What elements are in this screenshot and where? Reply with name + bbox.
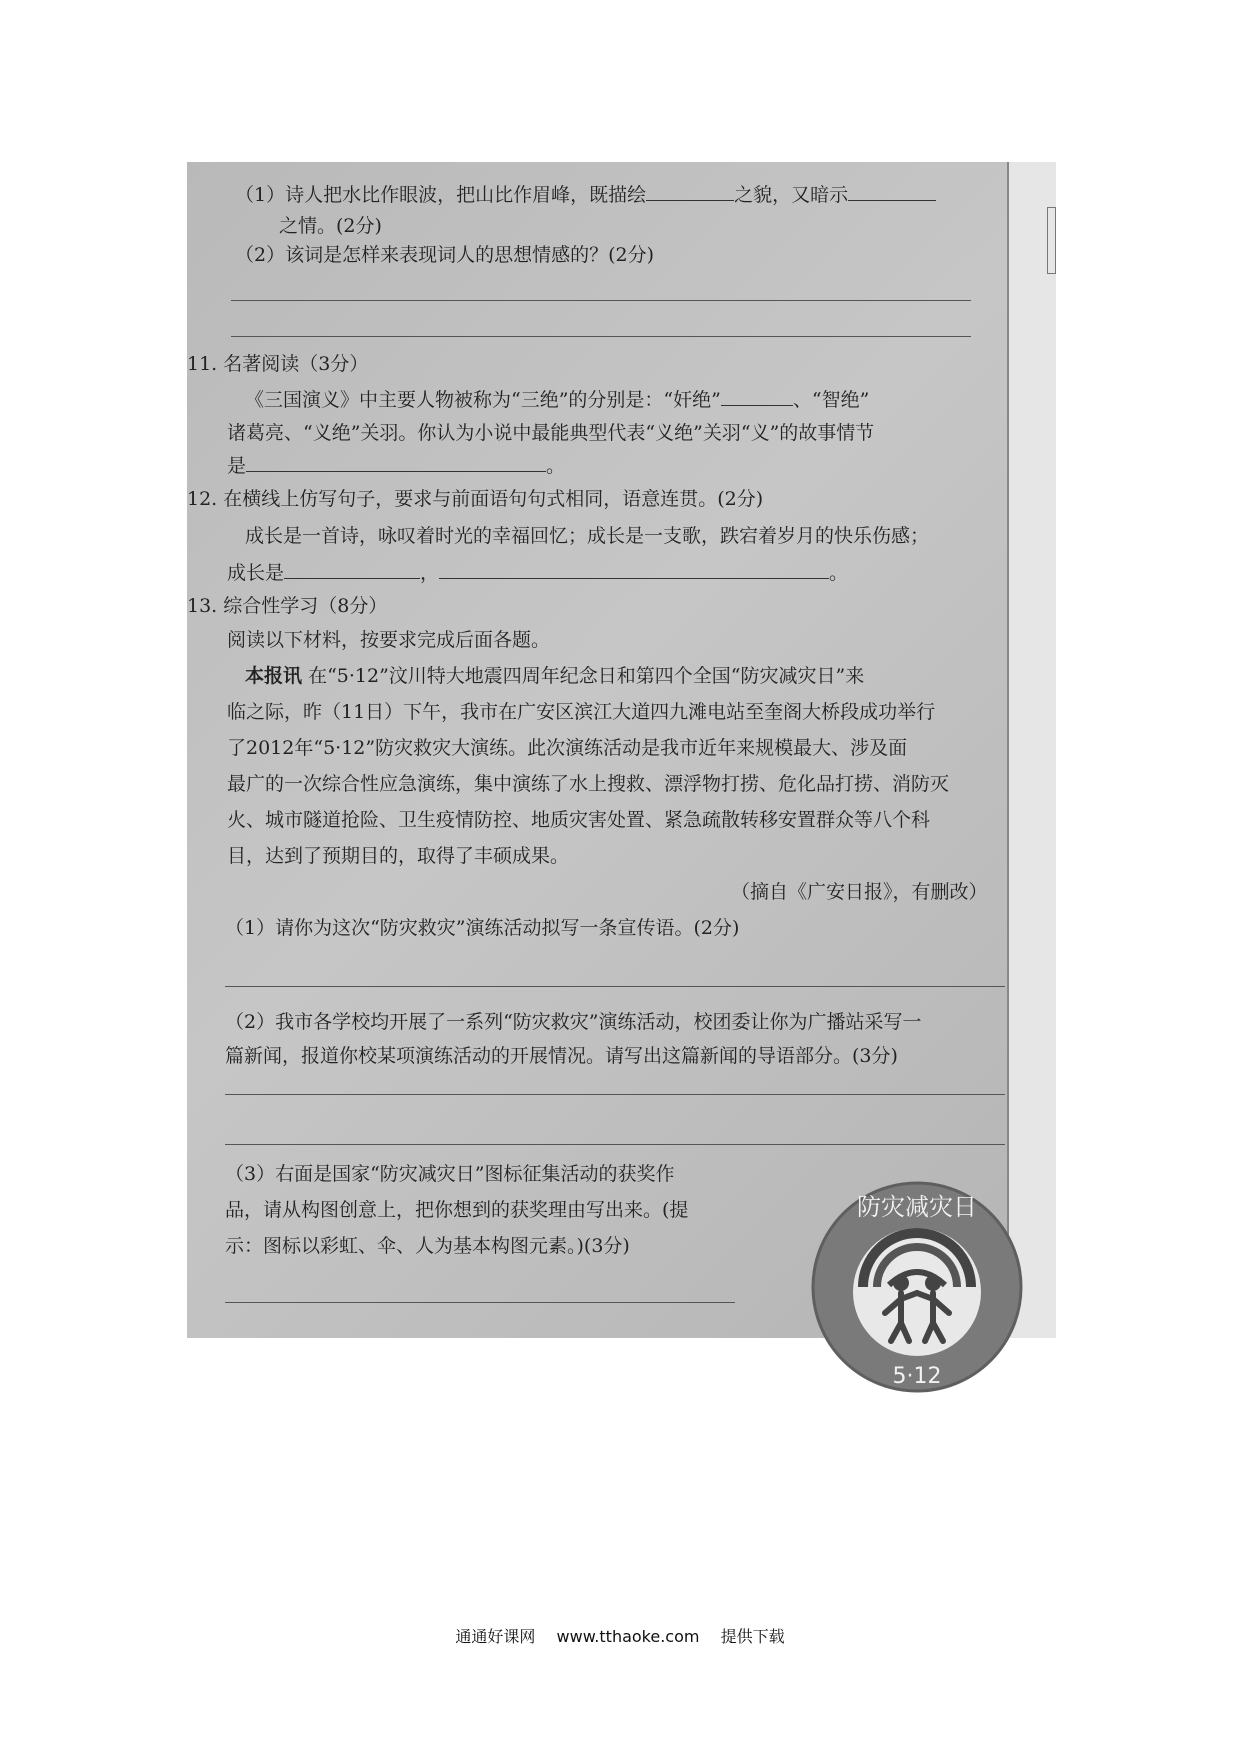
q10-answer-line-2[interactable] — [231, 336, 971, 337]
footer-site: 通通好课网 — [455, 1627, 536, 1646]
q13-sub1-answer-line[interactable] — [225, 986, 1005, 987]
q11-title: 11. 名著阅读（3分） — [187, 353, 369, 375]
q13-news-line2: 临之际，昨（11日）下午，我市在广安区滨江大道四九滩电站至奎阁大桥段成功举行 — [227, 701, 936, 723]
q12-blank-1[interactable] — [284, 562, 420, 579]
q12-blank-2[interactable] — [439, 562, 829, 579]
q12-line1: 成长是一首诗，咏叹着时光的幸福回忆；成长是一支歌，跌宕着岁月的快乐伤感； — [245, 525, 930, 547]
q13-sub3-answer-line[interactable] — [225, 1302, 735, 1303]
news-lead: 本报讯 — [245, 665, 303, 687]
footer-note: 提供下载 — [720, 1627, 785, 1646]
q13-sub2-answer-line-1[interactable] — [225, 1094, 1005, 1095]
q13-news-line4: 最广的一次综合性应急演练，集中演练了水上搜救、漂浮物打捞、危化品打捞、消防灭 — [227, 773, 950, 795]
q13-sub2-answer-line-2[interactable] — [225, 1144, 1005, 1145]
q10-sub2: （2）该词是怎样来表现词人的思想情感的？(2分) — [235, 244, 655, 266]
q13-intro: 阅读以下材料，按要求完成后面各题。 — [227, 629, 551, 651]
emblem-date: 5·12 — [892, 1364, 942, 1389]
q11-blank-1[interactable] — [721, 389, 793, 406]
footer-url[interactable]: www.tthaoke.com — [556, 1627, 700, 1646]
q11-line3 — [227, 454, 565, 478]
q11-line1-text-a: 《三国演义》中主要人物被称为“三绝”的分别是：“奸绝” — [245, 389, 721, 411]
q10-blank-1[interactable] — [646, 184, 734, 201]
emblem-icon — [797, 1167, 1037, 1407]
q10-sub1-text-a: （1）诗人把水比作眼波，把山比作眉峰，既描绘 — [235, 184, 647, 206]
q11-line1 — [245, 388, 869, 412]
q10-answer-line-1[interactable] — [231, 300, 971, 301]
q13-sub1: （1）请你为这次“防灾救灾”演练活动拟写一条宣传语。(2分) — [225, 917, 740, 939]
q13-source: （摘自《广安日报》，有删改） — [731, 881, 988, 903]
q13-sub3-line3: 示：图标以彩虹、伞、人为基本构图元素。)(3分) — [225, 1235, 630, 1257]
emblem-title: 防灾减灾日 — [857, 1193, 977, 1221]
q12-line2-text-c: 。 — [829, 562, 849, 584]
q13-news-line5: 火、城市隧道抢险、卫生疫情防控、地质灾害处置、紧急疏散转移安置群众等八个科 — [227, 809, 931, 831]
q11-line3-text-a: 是 — [227, 455, 247, 477]
q11-line3-text-b: 。 — [546, 455, 566, 477]
exam-photo — [187, 162, 1054, 1389]
adjacent-page-box — [1047, 207, 1056, 274]
q12-line2 — [227, 561, 848, 585]
q13-sub3-line2: 品，请从构图创意上，把你想到的获奖理由写出来。(提 — [225, 1199, 689, 1221]
q12-title: 12. 在横线上仿写句子，要求与前面语句句式相同，语意连贯。(2分) — [187, 488, 764, 510]
adjacent-page-edge — [1007, 162, 1056, 1338]
q10-sub1-line1 — [235, 183, 936, 207]
q10-sub1-text-b: 之貌，又暗示 — [734, 184, 849, 206]
q12-line2-text-b: ， — [420, 562, 440, 584]
q13-sub2-line1: （2）我市各学校均开展了一系列“防灾救灾”演练活动，校团委让你为广播站采写一 — [225, 1011, 922, 1033]
q10-blank-2[interactable] — [848, 184, 936, 201]
q13-title: 13. 综合性学习（8分） — [187, 595, 388, 617]
q12-line2-text-a: 成长是 — [227, 562, 285, 584]
q13-news-line3: 了2012年“5·12”防灾救灾大演练。此次演练活动是我市近年来规模最大、涉及面 — [227, 737, 908, 759]
news-line1-text: 在“5·12”汶川特大地震四周年纪念日和第四个全国“防灾减灾日”来 — [308, 665, 865, 687]
q11-line2: 诸葛亮、“义绝”关羽。你认为小说中最能典型代表“义绝”关羽“义”的故事情节 — [227, 422, 875, 444]
q11-blank-2[interactable] — [246, 455, 546, 472]
q13-sub3-line1: （3）右面是国家“防灾减灾日”图标征集活动的获奖作 — [225, 1163, 675, 1185]
q13-sub2-line2: 篇新闻，报道你校某项演练活动的开展情况。请写出这篇新闻的导语部分。(3分) — [225, 1045, 898, 1067]
footer — [0, 1624, 1240, 1647]
disaster-prevention-emblem — [797, 1167, 1037, 1407]
q10-sub1-line2: 之情。(2分) — [279, 215, 382, 237]
q13-news-line1 — [245, 664, 864, 688]
q11-line1-text-b: 、“智绝” — [792, 389, 870, 411]
q13-news-line6: 目，达到了预期目的，取得了丰硕成果。 — [227, 845, 570, 867]
